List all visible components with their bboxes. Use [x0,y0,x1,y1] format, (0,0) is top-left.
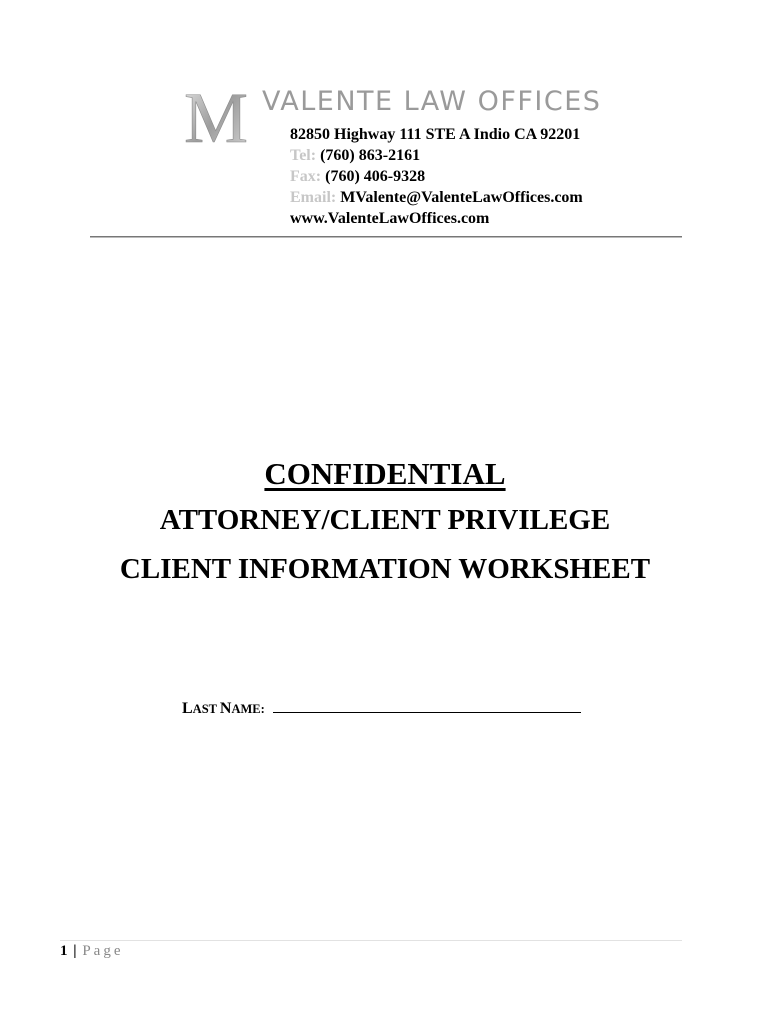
last-name-label-cap-n: N [219,700,232,717]
svg-text:M: M [183,86,249,148]
fax-label: Fax: [290,168,322,185]
firm-logo-m [178,86,254,148]
email-line [290,187,583,208]
last-name-label-rest-1: AST [192,702,220,716]
title-confidential: CONFIDENTIAL [264,456,506,491]
email-value[interactable]: MValente@ValenteLawOffices.com [340,189,583,206]
contact-block [290,124,583,229]
email-label: Email: [290,189,337,206]
page-footer [60,943,123,960]
letterhead [0,0,770,250]
header-divider [90,236,682,238]
footer-divider [60,940,682,941]
tel-label: Tel: [290,147,317,164]
address-line: 82850 Highway 111 STE A Indio CA 92201 [290,126,581,143]
last-name-field [182,700,581,718]
tel-value: (760) 863-2161 [320,147,421,164]
last-name-label-cap-l: L [182,700,193,717]
last-name-label-rest-2: AME: [231,702,265,716]
fax-value: (760) 406-9328 [325,168,426,185]
last-name-input-line[interactable] [273,702,581,713]
website-line[interactable]: www.ValenteLawOffices.com [290,210,490,227]
footer-separator: | [73,943,77,959]
page-label: Page [82,943,124,959]
fax-line [290,166,583,187]
firm-name: VALENTE LAW OFFICES [262,86,602,117]
tel-line [290,145,583,166]
title-worksheet: CLIENT INFORMATION WORKSHEET [119,553,651,585]
page-number: 1 [60,943,68,959]
title-privilege: ATTORNEY/CLIENT PRIVILEGE [159,504,611,536]
